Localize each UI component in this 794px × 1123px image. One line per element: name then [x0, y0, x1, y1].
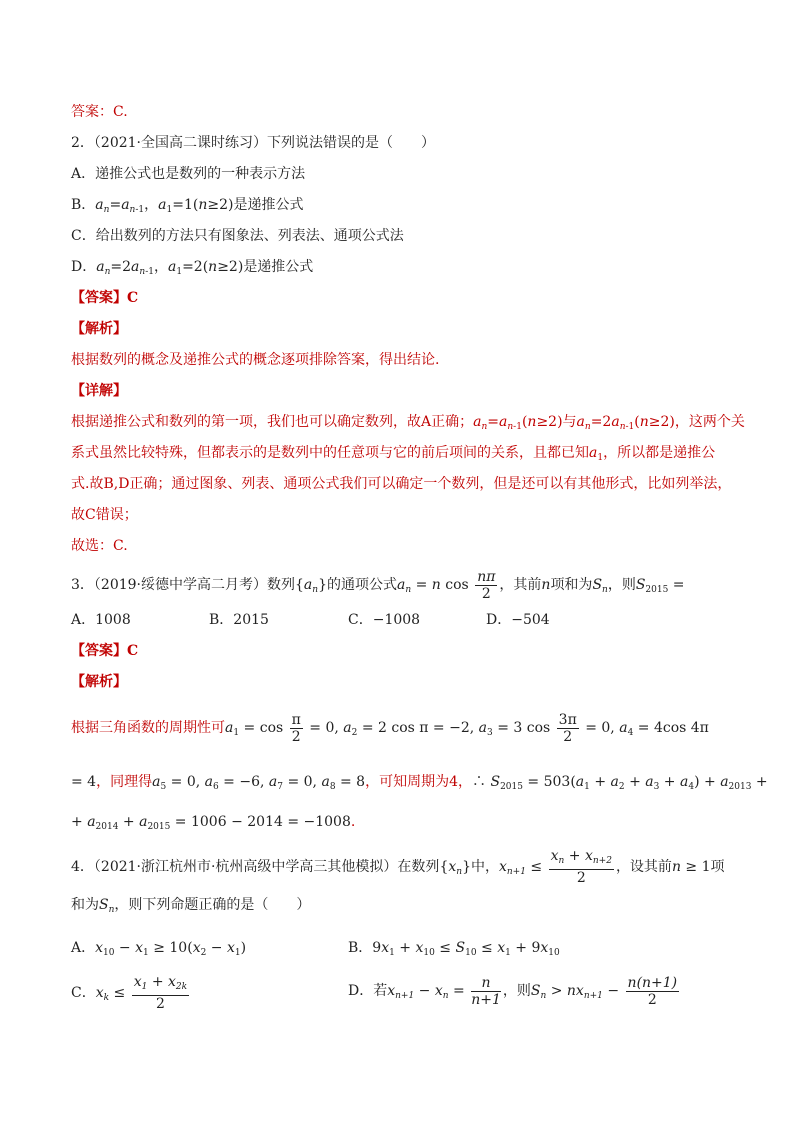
- q3-solution-line-2: = 4，同理得$a_5 = 0$, $a_6 = -6$, $a_7 = 0$, $a_8 = 8$，可知周期为4，∴ $S_{2015} = 503(a_1 + a_2 + a_3 + a_4) + a_{2013}$ +: [71, 774, 768, 792]
- q2-detail-2a: 系式虽然比较特殊，但都表示的是数列中的任意项与它的前后项间的关系，且都已知: [71, 445, 589, 461]
- q4-stem-end2: 项: [710, 859, 725, 875]
- q3-answer-tag: 【答案】C: [71, 643, 139, 659]
- q2-answer-tag: 【答案】C: [71, 290, 139, 306]
- q3-option-a: A．1008: [71, 612, 131, 628]
- q3-stem-mid2: ，其前: [499, 577, 542, 593]
- q3-stem-prefix: 3．（2019·绥德中学高二月考）数列: [71, 577, 295, 593]
- q2-detail-line-4: 故C错误；: [71, 507, 138, 523]
- q4-stem-end: ，设其前: [615, 859, 672, 875]
- q4-option-c: C．$x_k$ ≤ $\frac{x_1 + x_{2k}}{2}$: [71, 974, 188, 1012]
- q3-stem: 3．（2019·绥德中学高二月考）数列$\{a_n\}$的通项公式$a_n = n$ cos $\frac{n\pi}{2}$ ，其前n项和为$S_n$，则$S_{2015}$ =: [71, 568, 685, 602]
- q3-solution-line-3: + $a_{2014} + a_{2015} = 1006 - 2014 = -1008$.: [71, 814, 356, 832]
- q4-option-d: D．若$x_{n+1} - x_n$ = $\frac{n}{n+1}$ ，则$S_n > nx_{n+1}$ − $\frac{n(n+1)}{2}$: [348, 974, 678, 1008]
- q2-option-d: D．$a_n=2a_{n-1}$，$a_1=2(n\ge 2)$是递推公式: [71, 259, 314, 277]
- q3-option-c: C．−1008: [348, 612, 421, 628]
- q3-stem-mid3: 项和为: [550, 577, 593, 593]
- q3-stem-mid: 的通项公式: [327, 577, 397, 593]
- previous-answer: 答案：C.: [71, 104, 128, 120]
- q2-stem: 2．（2021·全国高二课时练习）下列说法错误的是（ ）: [71, 135, 435, 151]
- q3-sol2-mid: ，同理得: [96, 774, 153, 790]
- q4-option-a-label: A．: [71, 940, 96, 956]
- q4-stem-prefix: 4．（2021·浙江杭州市·杭州高级中学高三其他模拟）在数列: [71, 859, 440, 875]
- q4-stem-line-2: 和为$S_n$，则下列命题正确的是（ ）: [71, 897, 311, 915]
- q4-option-d-label: D．若: [348, 983, 388, 999]
- q3-stem-end: ，则: [607, 577, 636, 593]
- q3-sol-prefix: 根据三角函数的周期性可: [71, 720, 225, 736]
- q4-stem-mid: 中，: [470, 859, 499, 875]
- q4-option-a: A．$x_{10} - x_1 \ge 10(x_2 - x_1)$: [71, 940, 247, 958]
- q2-option-a: A．递推公式也是数列的一种表示方法: [71, 166, 306, 182]
- q2-detail-line-2: 系式虽然比较特殊，但都表示的是数列中的任意项与它的前后项间的关系，且都已知$a_1$，所以都是递推公: [71, 445, 716, 463]
- q3-sol3-end: .: [350, 814, 356, 830]
- q2-detail-line-3: 式.故B,D正确；通过图象、列表、通项公式我们可以确定一个数列，但是还可以有其他形式，比如列举法，: [71, 476, 732, 492]
- q2-detail-1b: ，这两个关: [674, 414, 745, 430]
- q2-option-c: C．给出数列的方法只有图象法、列表法、通项公式法: [71, 228, 404, 244]
- q2-option-d-text: 是递推公式: [243, 259, 314, 275]
- q4-option-b: B．$9x_1 + x_{10} \le S_{10} \le x_1 + 9x_{10}$: [348, 940, 560, 958]
- q3-analysis-tag: 【解析】: [71, 674, 127, 690]
- q4-line2b: ，则下列命题正确的是（ ）: [114, 897, 311, 913]
- q2-detail-tag: 【详解】: [71, 383, 127, 399]
- q3-solution-line-1: 根据三角函数的周期性可$a_1 = \cos$ $\frac{\pi}{2}$ = 0, $a_2 = 2$ cos π = −2, $a_3 = 3$ cos $\frac{3\pi}{2}$ = 0, $a_4 = 4\cos$ 4π: [71, 711, 709, 745]
- q3-option-d: D．−504: [486, 612, 550, 628]
- q4-line2a: 和为: [71, 897, 99, 913]
- q3-fraction: $\frac{n\pi}{2}$: [477, 568, 496, 602]
- q2-detail-1a: 根据递推公式和数列的第一项，我们也可以确定数列，故A正确；: [71, 414, 474, 430]
- q2-option-b-text: 是递推公式: [233, 197, 304, 213]
- q2-option-b: B．$a_n=a_{n-1}$，$a_1=1(n\ge 2)$是递推公式: [71, 197, 304, 215]
- q2-detail-2b: ，所以都是递推公: [603, 445, 716, 461]
- q4-stem-line-1: 4．（2021·浙江杭州市·杭州高级中学高三其他模拟）在数列$\{x_n\}$中，$x_{n+1}$ ≤ $\frac{x_n + x_{n+2}}{2}$ ，设其前n ≥ 1项: [71, 848, 725, 886]
- q2-analysis-text: 根据数列的概念及递推公式的概念逐项排除答案，得出结论.: [71, 352, 440, 368]
- q2-detail-line-1: 根据递推公式和数列的第一项，我们也可以确定数列，故A正确；$a_n=a_{n-1}(n\ge 2)$与$a_n=2a_{n-1}(n\ge 2)$，这两个关: [71, 414, 745, 432]
- q4-option-d-mid: ，则: [502, 983, 531, 999]
- q2-analysis-tag: 【解析】: [71, 321, 127, 337]
- q3-sol2-mid2: ，可知周期为4，: [365, 774, 473, 790]
- q3-option-b: B．2015: [209, 612, 269, 628]
- q2-conclusion: 故选：C.: [71, 538, 128, 554]
- q4-option-b-label: B．: [348, 940, 373, 956]
- q4-option-c-label: C．: [71, 985, 96, 1001]
